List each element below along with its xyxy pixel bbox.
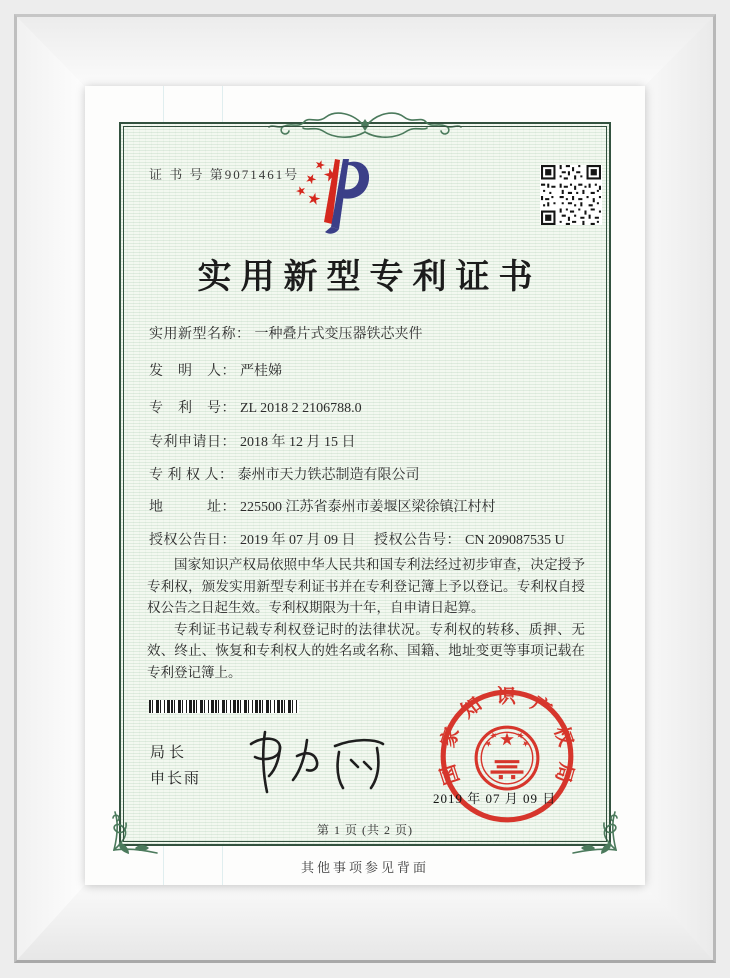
- field-label: 授权公告号：: [374, 533, 461, 548]
- field-value: 2018 年 12 月 15 日: [240, 435, 356, 450]
- field-value: 泰州市天力铁芯制造有限公司: [237, 468, 420, 483]
- seal-char: 权: [549, 723, 576, 750]
- field-utility-model-name: [149, 323, 423, 343]
- cnipa-patent-logo-icon: [285, 156, 369, 236]
- field-value: 225500 江苏省泰州市姜堰区梁徐镇江村村: [240, 500, 496, 515]
- frame-face-top: [17, 17, 713, 86]
- field-value: ZL 2018 2 2106788.0: [240, 401, 362, 416]
- frame-face-bottom: [17, 885, 713, 960]
- certificate-number: 证 书 号 第9071461号: [149, 167, 300, 182]
- signer-title: 局长: [150, 745, 189, 761]
- field-label: 实用新型名称：: [149, 327, 251, 342]
- field-label: 专利申请日：: [149, 435, 236, 450]
- top-flourish-ornament: [265, 107, 465, 147]
- field-label: 授权公告日：: [149, 533, 236, 548]
- seal-char: 家: [437, 725, 464, 751]
- field-value: 一种叠片式变压器铁芯夹件: [254, 327, 423, 342]
- certificate-body: [147, 554, 585, 683]
- field-value: CN 209087535 U: [465, 533, 565, 548]
- national-emblem: [476, 727, 538, 789]
- seal-char: 知: [457, 694, 486, 723]
- handwritten-signature-icon: [235, 712, 405, 802]
- body-paragraph: 国家知识产权局依照中华人民共和国专利法经过初步审查，决定授予专利权，颁发实用新型专利证书并在专利登记簿上予以登记。专利权自授权公告之日起生效。专利权期限为十年，自申请日起算。: [147, 557, 585, 615]
- field-grant-row: [149, 529, 609, 549]
- certificate-paper: [85, 86, 645, 885]
- certificate-title: 实用新型专利证书: [197, 259, 542, 296]
- field-label: 专 利 权 人：: [149, 468, 234, 483]
- body-paragraph: 专利证书记载专利权登记时的法律状况。专利权的转移、质押、无效、终止、恢复和专利权人的姓名或名称、国籍、地址变更等事项记载在专利登记簿上。: [147, 621, 585, 680]
- back-note: 其他事项参见背面: [300, 860, 429, 875]
- field-grant-number: [374, 529, 565, 549]
- field-label: 专 利 号：: [149, 401, 236, 416]
- seal-char: 识: [496, 686, 516, 708]
- field-filing-date: [149, 431, 356, 451]
- field-inventor: [149, 360, 282, 380]
- seal-char: 国: [437, 761, 464, 787]
- signer-name: 申长雨: [150, 771, 202, 787]
- field-patentee: [149, 464, 420, 484]
- frame-face-right: [645, 17, 713, 960]
- seal-char: 局: [550, 760, 577, 785]
- field-address: [149, 496, 496, 516]
- qr-code-icon: [540, 165, 602, 225]
- seal-date: 2019 年 07 月 09 日: [433, 791, 557, 806]
- field-label: 地 址：: [149, 500, 236, 515]
- field-label: 发 明 人：: [149, 364, 236, 379]
- page-number: 第 1 页 (共 2 页): [317, 823, 413, 837]
- seal-char: 产: [526, 693, 555, 722]
- frame-face-left: [17, 17, 85, 960]
- field-patent-number: [149, 397, 362, 417]
- field-value: 2019 年 07 月 09 日: [240, 533, 356, 548]
- field-value: 严桂娣: [240, 364, 282, 379]
- field-grant-date: [149, 533, 356, 548]
